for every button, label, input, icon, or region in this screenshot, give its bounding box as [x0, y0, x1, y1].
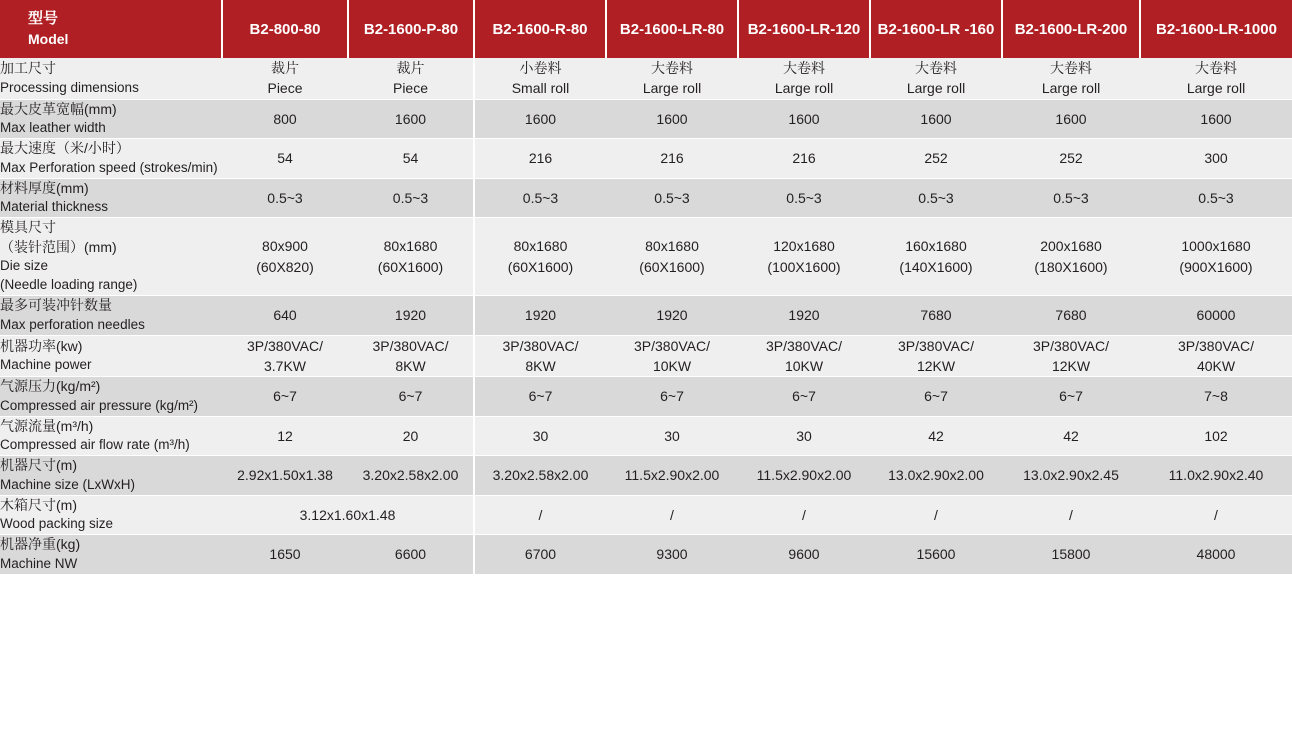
table-cell: 48000: [1140, 535, 1292, 574]
header-model-3: B2-1600-LR-80: [606, 0, 738, 58]
table-cell: 11.5x2.90x2.00: [606, 456, 738, 495]
header-model-5: B2-1600-LR -160: [870, 0, 1002, 58]
table-cell: 7680: [870, 296, 1002, 335]
table-cell: 3P/380VAC/ 3.7KW: [222, 335, 348, 377]
table-cell: 1600: [606, 99, 738, 138]
row-label-en: Processing dimensions: [0, 79, 139, 95]
table-cell: 102: [1140, 416, 1292, 455]
table-cell: 大卷料 Large roll: [1140, 58, 1292, 99]
table-cell: 30: [474, 416, 606, 455]
row-label-cn: 机器净重(kg): [0, 536, 81, 553]
table-cell: 300: [1140, 139, 1292, 178]
table-cell: 小卷料 Small roll: [474, 58, 606, 99]
row-label-en: Die size (Needle loading range): [0, 258, 138, 293]
table-cell: 120x1680 (100X1600): [738, 218, 870, 296]
table-header: [0, 0, 1292, 58]
table-cell: 3P/380VAC/ 10KW: [738, 335, 870, 377]
table-cell: 6~7: [348, 377, 474, 416]
row-label-cn: 模具尺寸 （装针范围）(mm): [0, 219, 117, 255]
row-label: [0, 495, 222, 534]
row-label-en: Max perforation needles: [0, 316, 145, 332]
header-model-0: B2-800-80: [222, 0, 348, 58]
table-cell: 6~7: [606, 377, 738, 416]
table-cell: 11.0x2.90x2.40: [1140, 456, 1292, 495]
table-row: [0, 535, 1292, 574]
row-label-cn: 木箱尺寸(m): [0, 496, 77, 513]
header-model-label: [0, 0, 222, 58]
table-cell: 裁片 Piece: [348, 58, 474, 99]
table-cell: 大卷料 Large roll: [1002, 58, 1140, 99]
table-body: [0, 58, 1292, 574]
row-label: [0, 139, 222, 178]
row-label: [0, 178, 222, 217]
table-cell: 60000: [1140, 296, 1292, 335]
table-row: [0, 377, 1292, 416]
table-cell: 1600: [1002, 99, 1140, 138]
row-label-en: Wood packing size: [0, 516, 114, 532]
table-cell: 80x1680 (60X1600): [606, 218, 738, 296]
row-label-en: Machine size (LxWxH): [0, 476, 136, 492]
table-cell: 0.5~3: [348, 178, 474, 217]
table-row: [0, 178, 1292, 217]
table-cell: 3.20x2.58x2.00: [348, 456, 474, 495]
header-model-4: B2-1600-LR-120: [738, 0, 870, 58]
table-cell: 13.0x2.90x2.45: [1002, 456, 1140, 495]
table-cell: /: [1002, 495, 1140, 534]
row-label-en: Machine power: [0, 357, 92, 373]
table-cell: 1920: [348, 296, 474, 335]
row-label: [0, 335, 222, 377]
table-cell: 9600: [738, 535, 870, 574]
table-cell: 30: [606, 416, 738, 455]
table-cell: /: [738, 495, 870, 534]
row-label-cn: 机器功率(kw): [0, 337, 83, 354]
header-model-label-en: Model: [28, 30, 69, 47]
table-cell: 3P/380VAC/ 40KW: [1140, 335, 1292, 377]
table-cell: 3P/380VAC/ 12KW: [870, 335, 1002, 377]
table-cell: 0.5~3: [870, 178, 1002, 217]
table-cell: 1920: [474, 296, 606, 335]
table-row: [0, 495, 1292, 534]
row-label-en: Material thickness: [0, 199, 109, 215]
header-model-label-cn: 型号: [28, 10, 59, 28]
table-cell: 1600: [348, 99, 474, 138]
table-cell: 3P/380VAC/ 12KW: [1002, 335, 1140, 377]
table-cell: 80x1680 (60X1600): [348, 218, 474, 296]
table-cell: 1920: [606, 296, 738, 335]
table-cell: 0.5~3: [222, 178, 348, 217]
table-cell: 0.5~3: [606, 178, 738, 217]
table-cell: /: [1140, 495, 1292, 534]
table-cell: 200x1680 (180X1600): [1002, 218, 1140, 296]
row-label-cn: 机器尺寸(m): [0, 457, 77, 474]
table-cell: 0.5~3: [738, 178, 870, 217]
table-cell: 216: [606, 139, 738, 178]
table-cell: 大卷料 Large roll: [870, 58, 1002, 99]
table-cell: 6~7: [870, 377, 1002, 416]
header-model-7: B2-1600-LR-1000: [1140, 0, 1292, 58]
table-row: [0, 335, 1292, 377]
row-label: [0, 99, 222, 138]
table-cell: 15800: [1002, 535, 1140, 574]
row-label-en: Compressed air flow rate (m³/h): [0, 437, 190, 453]
table-cell: 30: [738, 416, 870, 455]
table-cell: 大卷料 Large roll: [738, 58, 870, 99]
row-label: [0, 535, 222, 574]
table-row: [0, 99, 1292, 138]
table-row: [0, 456, 1292, 495]
row-label: [0, 296, 222, 335]
table-cell: 42: [870, 416, 1002, 455]
table-cell: 6~7: [474, 377, 606, 416]
table-row: [0, 139, 1292, 178]
row-label-cn: 最大速度（米/小时）: [0, 140, 130, 157]
table-cell: 800: [222, 99, 348, 138]
table-cell: 54: [222, 139, 348, 178]
table-row: [0, 296, 1292, 335]
table-cell: 13.0x2.90x2.00: [870, 456, 1002, 495]
row-label-cn: 最多可装冲针数量: [0, 297, 112, 314]
table-cell: 6~7: [738, 377, 870, 416]
table-cell: 54: [348, 139, 474, 178]
table-cell: 0.5~3: [1140, 178, 1292, 217]
table-cell: 0.5~3: [1002, 178, 1140, 217]
row-label-cn: 加工尺寸: [0, 60, 56, 77]
table-cell: 6~7: [1002, 377, 1140, 416]
table-cell: /: [474, 495, 606, 534]
table-cell: 42: [1002, 416, 1140, 455]
table-cell: 1920: [738, 296, 870, 335]
table-cell: 9300: [606, 535, 738, 574]
table-cell: 7680: [1002, 296, 1140, 335]
table-cell: 1600: [1140, 99, 1292, 138]
table-cell: 11.5x2.90x2.00: [738, 456, 870, 495]
table-cell: 12: [222, 416, 348, 455]
row-label-cn: 气源压力(kg/m²): [0, 378, 101, 395]
table-cell: 3P/380VAC/ 8KW: [348, 335, 474, 377]
row-label-en: Machine NW: [0, 555, 78, 571]
table-cell: 20: [348, 416, 474, 455]
table-row: [0, 218, 1292, 296]
table-row: [0, 416, 1292, 455]
table-cell: 1650: [222, 535, 348, 574]
table-cell: 3P/380VAC/ 10KW: [606, 335, 738, 377]
header-model-2: B2-1600-R-80: [474, 0, 606, 58]
table-cell: 160x1680 (140X1600): [870, 218, 1002, 296]
table-cell: 裁片 Piece: [222, 58, 348, 99]
table-cell: 1000x1680 (900X1600): [1140, 218, 1292, 296]
row-label-cn: 气源流量(m³/h): [0, 417, 94, 434]
row-label-cn: 材料厚度(mm): [0, 179, 89, 196]
row-label: [0, 456, 222, 495]
table-cell: 216: [474, 139, 606, 178]
table-cell: 80x1680 (60X1600): [474, 218, 606, 296]
table-cell: 6600: [348, 535, 474, 574]
table-cell: 1600: [870, 99, 1002, 138]
header-model-6: B2-1600-LR-200: [1002, 0, 1140, 58]
table-cell: 1600: [474, 99, 606, 138]
table-cell: 6~7: [222, 377, 348, 416]
table-cell: 2.92x1.50x1.38: [222, 456, 348, 495]
row-label-en: Max leather width: [0, 120, 106, 136]
table-cell: 216: [738, 139, 870, 178]
table-cell: 1600: [738, 99, 870, 138]
table-cell: 252: [1002, 139, 1140, 178]
header-model-1: B2-1600-P-80: [348, 0, 474, 58]
row-label-en: Compressed air pressure (kg/m²): [0, 397, 199, 413]
table-cell: 0.5~3: [474, 178, 606, 217]
row-label-cn: 最大皮革宽幅(mm): [0, 100, 117, 117]
table-cell: 3.12x1.60x1.48: [222, 495, 474, 534]
table-cell: 3P/380VAC/ 8KW: [474, 335, 606, 377]
table-row: [0, 58, 1292, 99]
row-label: [0, 58, 222, 99]
table-cell: /: [606, 495, 738, 534]
table-cell: 640: [222, 296, 348, 335]
row-label-en: Max Perforation speed (strokes/min): [0, 159, 218, 175]
row-label: [0, 377, 222, 416]
table-cell: 7~8: [1140, 377, 1292, 416]
table-cell: 大卷料 Large roll: [606, 58, 738, 99]
header-row: [0, 0, 1292, 58]
table-cell: 15600: [870, 535, 1002, 574]
table-cell: 80x900 (60X820): [222, 218, 348, 296]
table-cell: 252: [870, 139, 1002, 178]
table-cell: /: [870, 495, 1002, 534]
row-label: [0, 416, 222, 455]
row-label: [0, 218, 222, 296]
table-cell: 3.20x2.58x2.00: [474, 456, 606, 495]
table-cell: 6700: [474, 535, 606, 574]
